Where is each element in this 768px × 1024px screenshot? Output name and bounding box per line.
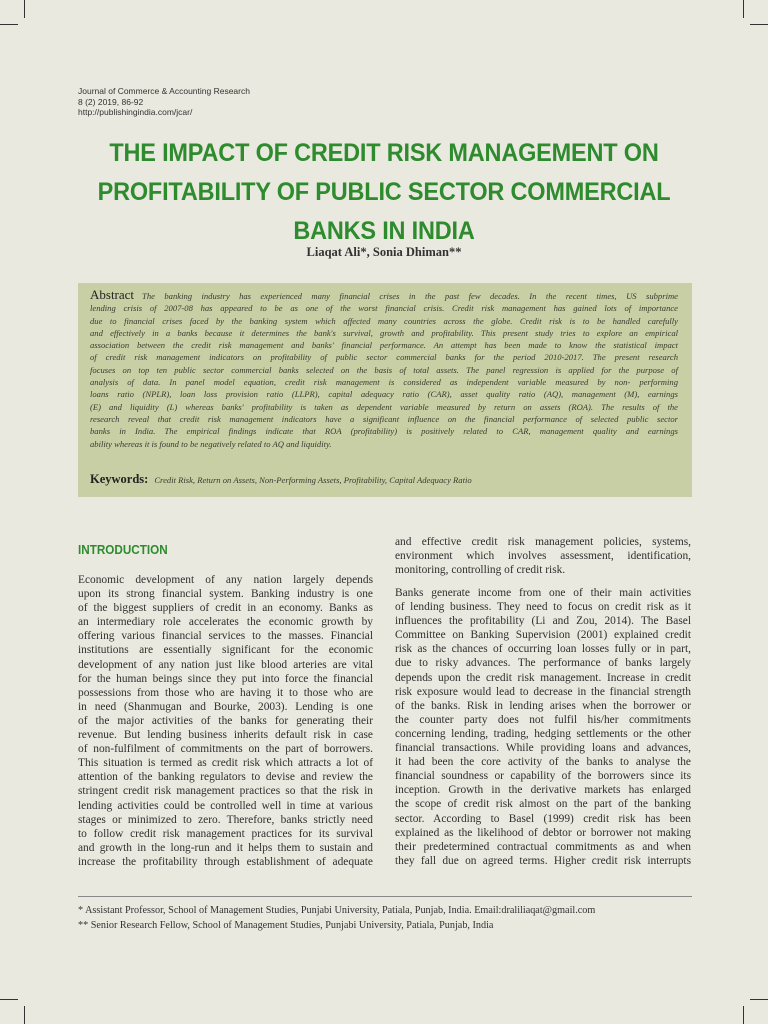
keywords	[90, 472, 680, 487]
abstract-line: Abstract The banking industry has experienced many financial crises in the past few decades. In the recent times, US subprime	[90, 287, 678, 302]
keywords-text: Credit Risk, Return on Assets, Non-Performing Assets, Profitability, Capital Adequacy Ratio	[154, 475, 472, 485]
crop-mark	[743, 0, 744, 18]
text-line: risk exposure would lead to decrease in the financial strength	[395, 685, 691, 698]
paper-title	[60, 133, 708, 250]
title-line: THE IMPACT OF CREDIT RISK MANAGEMENT ON	[109, 138, 659, 167]
text-line: institutions are essentially significant for the economic	[78, 644, 373, 657]
text-line: to follow credit risk management practices for its survival	[78, 827, 373, 840]
abstract-label: Abstract	[90, 287, 135, 302]
authors: Liaqat Ali*, Sonia Dhiman**	[306, 245, 462, 259]
abstract-line: loans ratio (NPLR), loan loss provision ratio (LLPR), capital adequacy ratio (CAR), asset quality ratio (AQ), management (M), earnings	[90, 389, 678, 400]
text-line: of non-fulfilment of commitments on the part of borrowers.	[78, 743, 373, 756]
abstract-line: focuses on top ten public sector commercial banks selected on the basis of total assets. The panel regression is applied for the purpose of	[90, 364, 678, 375]
text-line: of the banks. Risk in lending arises when the borrower or	[395, 699, 691, 712]
introduction-heading: INTRODUCTION	[78, 542, 168, 557]
text-line: development of any nation just like blood arteries are vital	[78, 658, 373, 671]
abstract-line: analysis of data. In panel model equation, credit risk management is considered as independent variable measured by non- performing	[90, 377, 678, 388]
column-right-continued	[395, 535, 691, 577]
text-line: of lending business. They need to focus on credit risk as it	[395, 601, 691, 614]
crop-mark	[750, 24, 768, 25]
journal-volume: 8 (2) 2019, 86-92	[78, 96, 144, 107]
abstract-line: (E) and liquidity (L) whereas banks' profitability is taken as dependent variable measured by return on assets (ROA). The results of the	[90, 401, 678, 412]
text-line: stringent credit risk management practices so that the risk in	[78, 785, 373, 798]
text-line: possessions from those who are having it to those who are	[78, 686, 373, 699]
text-line: the scope of credit risk almost on the part of the banking	[395, 798, 691, 811]
crop-mark	[24, 1006, 25, 1024]
text-line: inception. Growth in the derivative markets has enlarged	[395, 784, 691, 797]
text-line: increase the profitability through establishment of adequate	[78, 855, 373, 868]
journal-info	[78, 86, 478, 118]
crop-mark	[0, 24, 18, 25]
abstract-line: of credit risk management indicators on profitability of public sector commercial banks for the period 2010-2017. The present research	[90, 352, 678, 363]
text-line: offering various financial services to the masses. Financial	[78, 630, 373, 643]
abstract-line: ability whereas it is found to be negatively related to AQ and liquidity.	[90, 438, 332, 449]
text-line: sector. According to Basel (1999) credit risk has been	[395, 812, 691, 825]
text-line: Committee on Banking Supervision (2001) explained credit	[395, 629, 691, 642]
text-line: explained as the likelihood of debtor or borrower not making	[395, 826, 691, 839]
crop-mark	[24, 0, 25, 18]
text-line: it had been the core activity of the banks to analyse the	[395, 756, 691, 769]
text-line: they fall due on agreed terms. Higher credit risk interrupts	[395, 854, 691, 867]
abstract-line: banks in India. The empirical findings indicate that ROA (profitability) is positively related to CAR, management quality and earnings	[90, 426, 678, 437]
text-line: an intermediary role accelerates the economic growth by	[78, 616, 373, 629]
text-line: upon its strong financial system. Banking industry is one	[78, 588, 373, 601]
text-line: lending activities could be controlled well in time at various	[78, 799, 373, 812]
text-line: of the biggest suppliers of credit in an economy. Banks as	[78, 602, 373, 615]
journal-name: Journal of Commerce & Accounting Research	[78, 86, 250, 96]
text-line: for the human beings since they put into force the financial	[78, 672, 373, 685]
text-line: in need (Shanmugan and Bourke, 2003). Lending is one	[78, 700, 373, 713]
footnote-rule	[78, 896, 692, 897]
text-line: financial transactions. While providing loans and advances,	[395, 742, 691, 755]
crop-mark	[0, 999, 18, 1000]
abstract-line: research reveal that credit risk management indicators have a significant influence on the financial performance of selected public sector	[90, 413, 678, 424]
journal-url[interactable]: http://publishingindia.com/jcar/	[78, 107, 193, 117]
text-line: attention of the banking regulators to devise and review the	[78, 771, 373, 784]
text-line: stages or minimized to zero. Therefore, banks strictly need	[78, 813, 373, 826]
footnote-2: ** Senior Research Fellow, School of Management Studies, Punjabi University, Patiala, Punjab, India	[78, 920, 494, 931]
text-line: environment which involves assessment, identification,	[395, 550, 691, 563]
abstract-box	[78, 283, 692, 497]
text-line: Economic development of any nation largely depends	[78, 574, 373, 586]
text-line: their predetermined contractual commitments as and when	[395, 840, 691, 853]
keywords-label: Keywords:	[90, 472, 149, 486]
text-line: of the major activities of the banks for generating their	[78, 714, 373, 727]
text-line: due to risky advances. The performance of banks largely	[395, 657, 691, 670]
text-line: concerning lending, trading, hedging settlements or the other	[395, 727, 691, 740]
text-line: monitoring, controlling of credit risk.	[395, 564, 566, 577]
crop-mark	[743, 1006, 744, 1024]
title-line: PROFITABILITY OF PUBLIC SECTOR COMMERCIAL	[97, 177, 671, 206]
abstract-line: lending crisis of 2007-08 has appeared to be as one of the worst financial crisis. Credit risk management has gained lots of importance	[90, 303, 678, 314]
text-line: This situation is termed as credit risk which attracts a lot of	[78, 757, 373, 770]
footnote-1: * Assistant Professor, School of Management Studies, Punjabi University, Patiala, Punjab, India. Email:draliliaqat@gmail.com	[78, 905, 596, 916]
text-line: depends upon the credit risk management. Increase in credit	[395, 671, 691, 684]
text-line: financial soundness or capability of the borrowers since its	[395, 770, 691, 783]
text-line: and growth in the long-run and it helps them to sustain and	[78, 841, 373, 854]
text-line: risk as the chances of occurring loan losses fully or in part,	[395, 643, 691, 656]
abstract-text	[90, 289, 678, 450]
abstract-line: due to financial crises faced by the banking system which affected many countries across the globe. Credit risk is to be handled carefully	[90, 315, 678, 326]
text-line: the counter party does not fulfil his/her commitments	[395, 713, 691, 726]
crop-mark	[750, 999, 768, 1000]
abstract-line: association between the credit risk management and banks' financial performance. An attempt has been made to know the statistical impact	[90, 340, 678, 351]
title-line: BANKS IN INDIA	[293, 216, 475, 245]
text-line: revenue. But lending business inherits default risk in case	[78, 729, 373, 742]
column-right	[395, 586, 691, 868]
text-line: Banks generate income from one of their main activities	[395, 587, 691, 599]
text-line: influences the profitability (Li and Zou, 2014). The Basel	[395, 615, 691, 628]
column-left	[78, 573, 373, 869]
abstract-line: and effectively in a banks because it determines the bank's survival, growth and profitability. This present study tries to explore an empirical	[90, 327, 678, 338]
text-line: and effective credit risk management policies, systems,	[395, 536, 691, 548]
